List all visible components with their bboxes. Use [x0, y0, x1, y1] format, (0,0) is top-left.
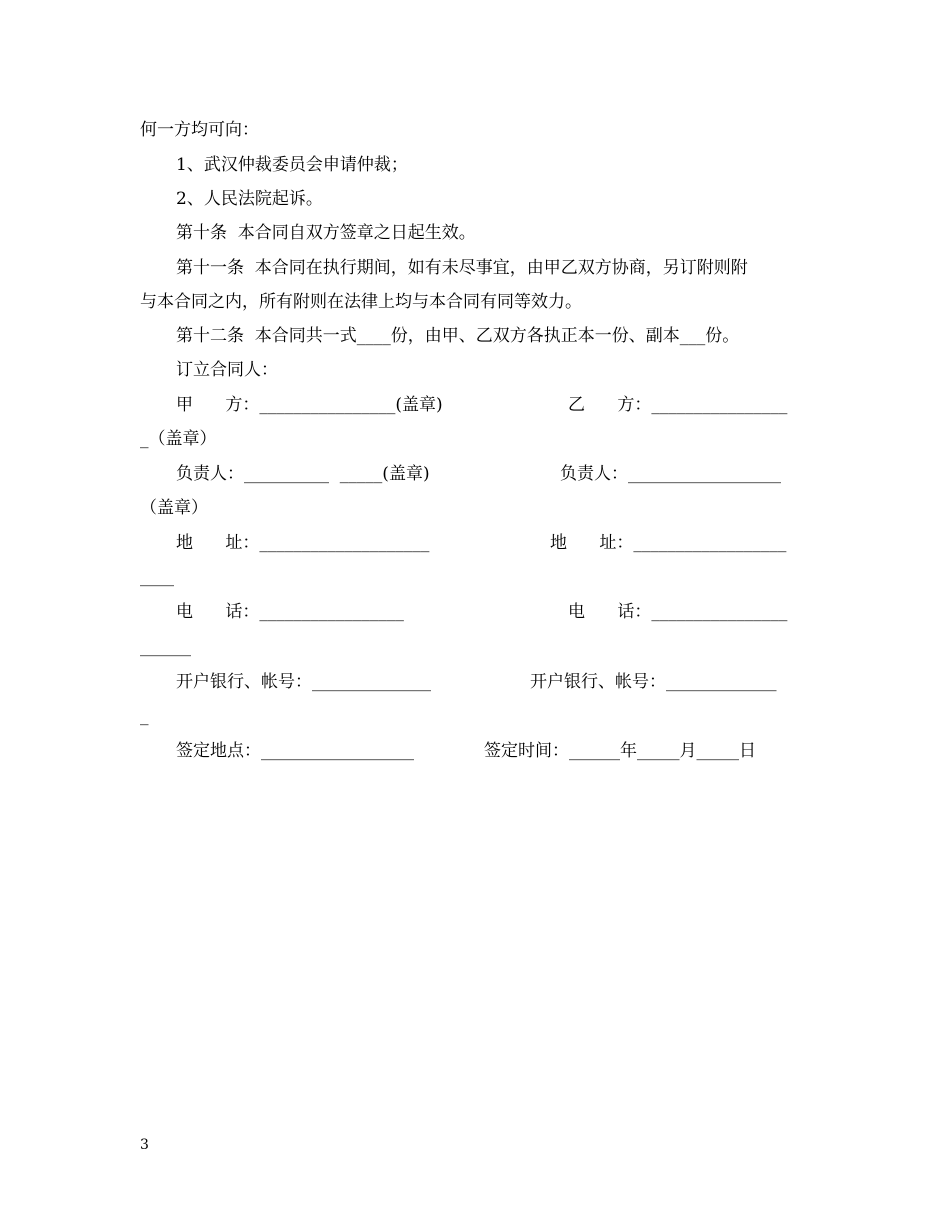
article-11-line-1: 第十一条 本合同在执行期间，如有未尽事宜，由甲乙双方协商，另订附则附 [176, 258, 748, 278]
responsible-a-field: 负责人：__________ _____(盖章) [176, 464, 430, 484]
text-line-2: 1、武汉仲裁委员会申请仲裁； [176, 155, 408, 175]
signing-date-field: 签定时间：______年_____月_____日 [484, 741, 756, 761]
text-line-3: 2、人民法院起诉。 [176, 189, 323, 209]
responsible-b-seal: （盖章） [140, 498, 208, 518]
address-b-wrap: ____ [140, 567, 174, 587]
party-b-seal: _（盖章） [140, 429, 217, 449]
phone-b-field: 电 话：________________ [568, 602, 788, 622]
article-10: 第十条 本合同自双方签章之日起生效。 [176, 223, 476, 243]
address-b-field: 地 址：__________________ [550, 533, 787, 553]
bank-a-field: 开户银行、帐号：______________ [176, 672, 431, 692]
article-11-line-2: 与本合同之内，所有附则在法律上均与本合同有同等效力。 [140, 292, 582, 312]
signing-place-field: 签定地点：__________________ [176, 741, 414, 761]
responsible-b-field: 负责人：__________________ [560, 464, 781, 484]
text-line-1: 何一方均可向： [140, 120, 259, 140]
phone-a-field: 电 话：_________________ [176, 602, 404, 622]
bank-b-wrap: _ [140, 706, 149, 726]
page-number: 3 [140, 1137, 149, 1153]
party-a-field: 甲 方：________________(盖章) [176, 395, 443, 415]
party-b-field: 乙 方：________________ [568, 395, 788, 415]
address-a-field: 地 址：____________________ [176, 533, 430, 553]
phone-b-wrap: ______ [140, 637, 191, 657]
bank-b-field: 开户银行、帐号：_____________ [530, 672, 777, 692]
signatories-heading: 订立合同人： [176, 360, 278, 380]
article-12: 第十二条 本合同共一式____份，由甲、乙双方各执正本一份、副本___份。 [176, 326, 740, 346]
